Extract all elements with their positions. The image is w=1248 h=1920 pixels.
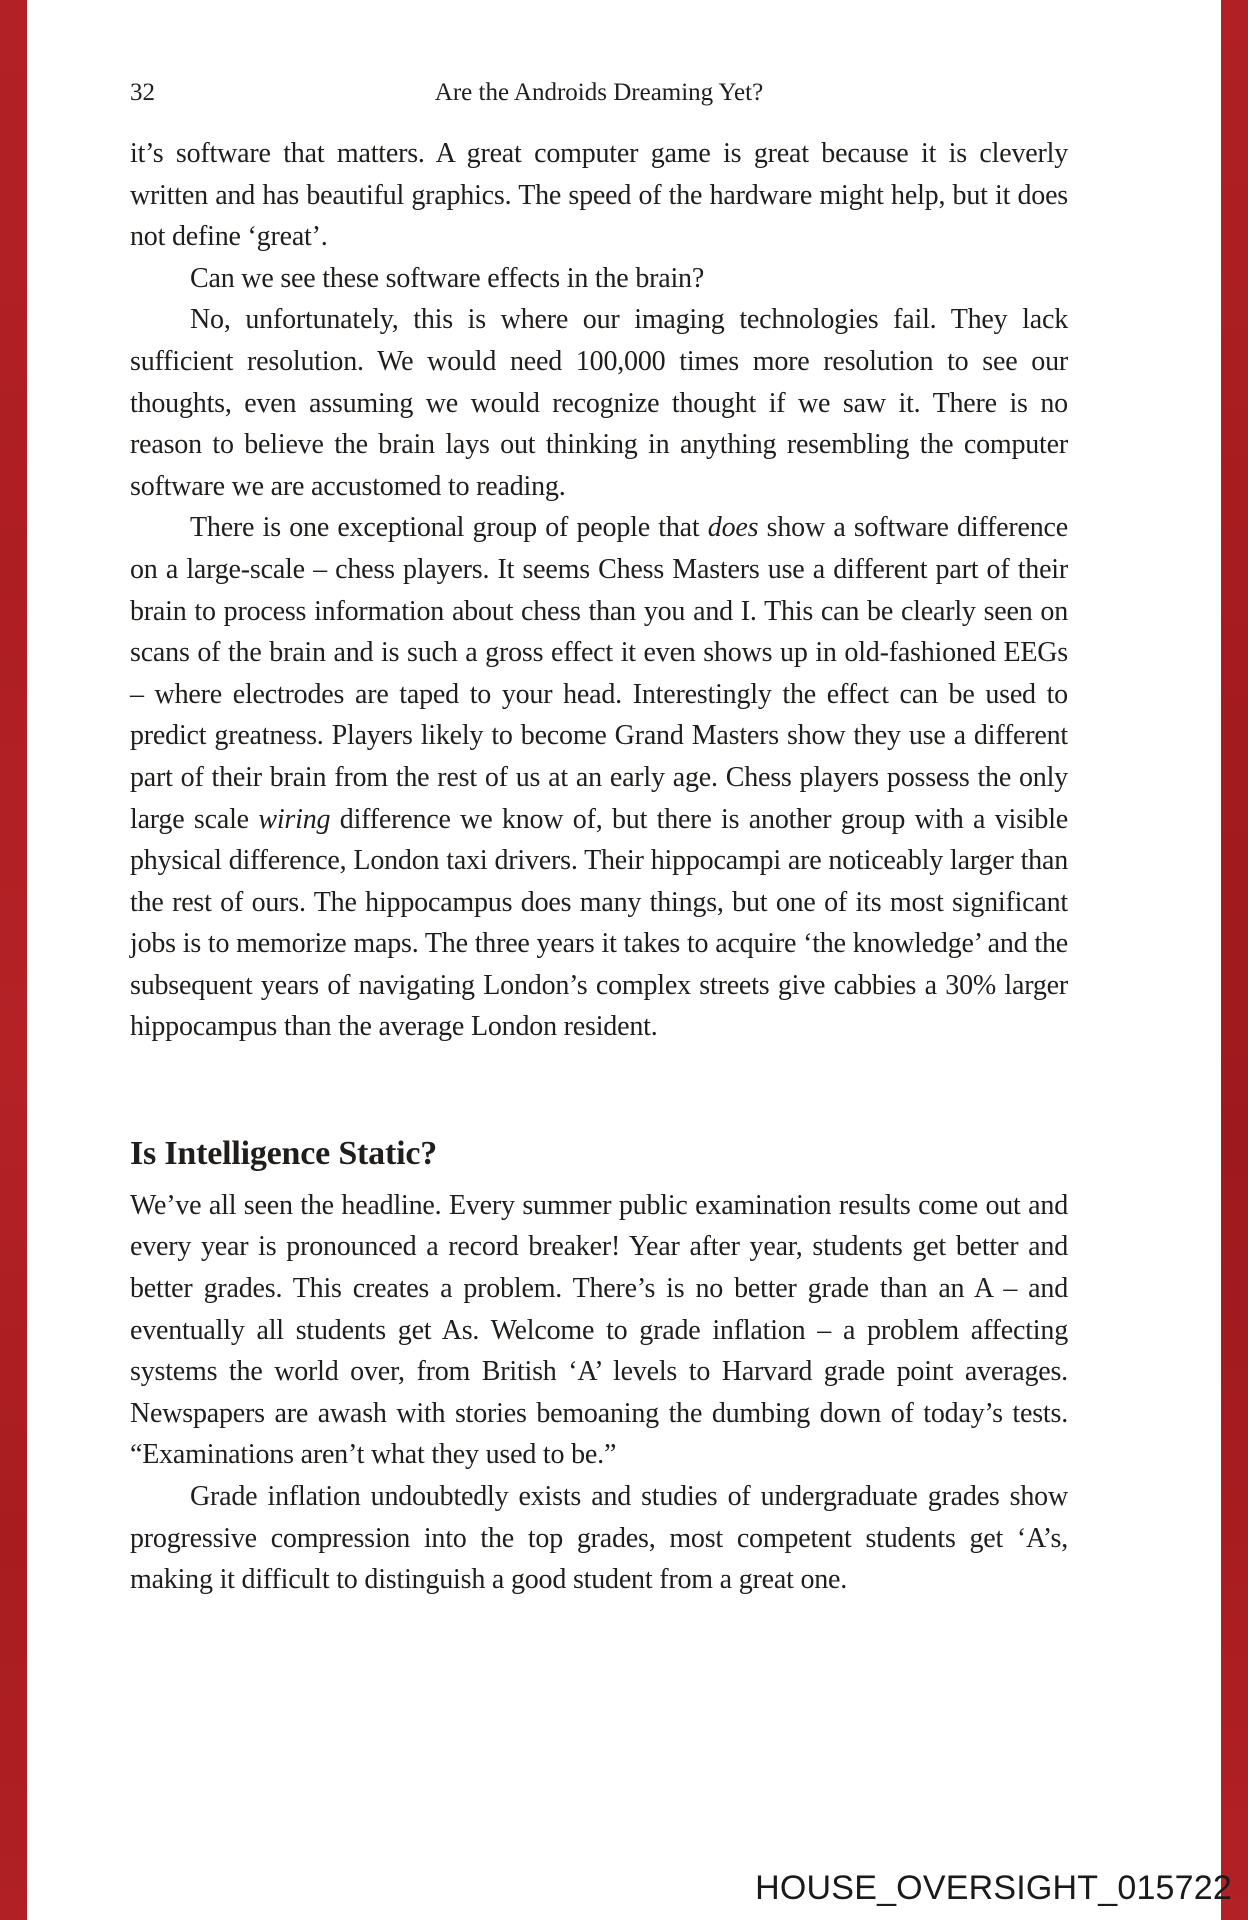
body-text bbox=[130, 133, 1068, 1601]
paragraph-brain-question: Can we see these software effects in the brain? bbox=[190, 262, 705, 294]
section-heading: Is Intelligence Static? bbox=[130, 1135, 438, 1173]
running-title: Are the Androids Dreaming Yet? bbox=[434, 79, 764, 106]
paragraph-grade-inflation: Grade inflation undoubtedly exists and studies of undergraduate grades show progressive compression into the top grades, most competent students get ‘A’s, making it difficult to distinguish a good student from a great one. bbox=[130, 1481, 1068, 1596]
paragraph-chess: There is one exceptional group of people that does show a software difference on a large-scale – chess players. It seems Chess Masters use a different part of their brain to process information about chess than you and I. This can be clearly seen on scans of the brain and is such a gross effect it even shows up in old-fashioned EEGs – where electrodes are taped to your head. Interestingly the effect can be used to predict greatness. Players likely to become Grand Masters show they use a different part of their brain from the rest of us at an early age. Chess players possess the only large scale wiring difference we know of, but there is another group with a visible physical difference, London taxi drivers. Their hippocampi are noticeably larger than the rest of ours. The hippocampus does many things, but one of its most significant jobs is to memorize maps. The three years it takes to acquire ‘the knowledge’ and the subsequent years of navigating London’s complex streets give cabbies a 30% larger hippocampus than the average London resident. bbox=[130, 512, 1069, 1043]
bates-stamp: HOUSE_OVERSIGHT_015722 bbox=[755, 1869, 1232, 1907]
paragraph-headline: We’ve all seen the headline. Every summer public examination results come out and every year is pronounced a record breaker! Year after year, students get better and better grades. This creates a problem. There’s is no better grade than an A – and eventually all students get As. Welcome to grade inflation – a problem affecting systems the world over, from British ‘A’ levels to Harvard grade point averages. Newspapers are awash with stories bemoaning the dumbing down of today’s tests. “Examinations aren’t what they used to be.” bbox=[130, 1189, 1068, 1471]
right-page-edge-bar bbox=[1221, 0, 1248, 1920]
page-number: 32 bbox=[130, 79, 155, 106]
paragraph-imaging: No, unfortunately, this is where our imaging technologies fail. They lack sufficient resolution. We would need 100,000 times more resolution to see our thoughts, even assuming we would recognize thought if we saw it. There is no reason to believe the brain lays out thinking in anything resembling the computer software we are accustomed to reading. bbox=[130, 304, 1068, 502]
running-head bbox=[130, 78, 1068, 112]
left-page-edge-bar bbox=[0, 0, 27, 1920]
paragraph-software-matters: it’s software that matters. A great computer game is great because it is cleverly written and has beautiful graphics. The speed of the hardware might help, but it does not define ‘great’. bbox=[130, 138, 1068, 253]
